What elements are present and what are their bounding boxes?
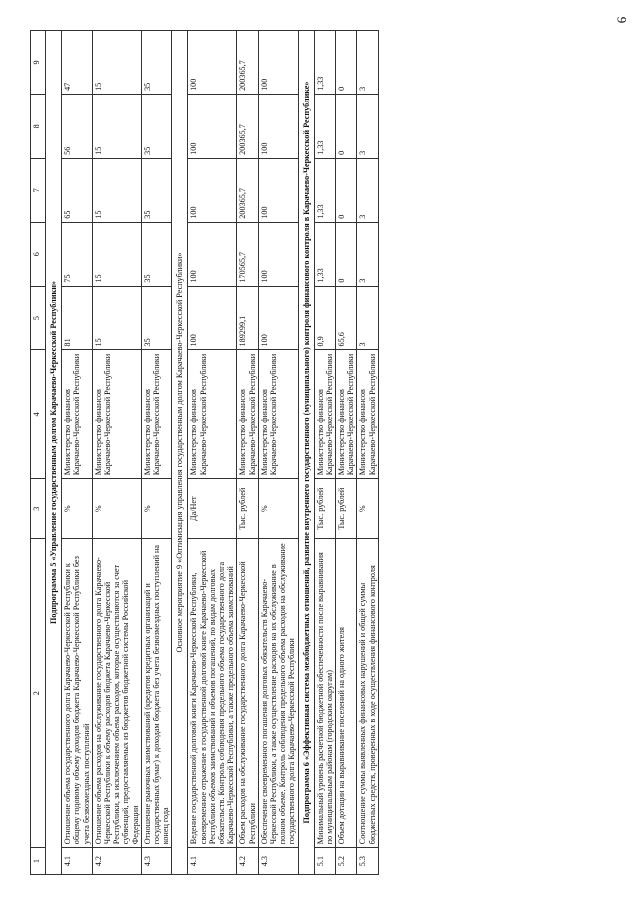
indicators-table [30,30,379,875]
table-cell: 4.1 [188,848,237,875]
table-cell: 56 [62,94,93,158]
table-row [141,31,172,875]
table-cell: 35 [141,94,172,158]
table-cell: % [258,479,298,539]
table-cell: Отношение объема расходов на обслуживание государственного долга Карачаево-Черкесской Республики к объему расходов бюджета Карачаево-Черкесской Республики, за исключением объема расходов, которые осуществляются за счет субвенций, предоставляемых из бюджетов бюджетной системы Российской Федерации [92,539,141,848]
table-body [46,31,379,875]
table-cell: Ведение государственной долговой книги Карачаево-Черкесской Республики, своевременное отражение в государственной долговой книге Карачаево-Черкесской Республики объемов заимствований и объемов погашений, по видам долговых обязательств. Контроль соблюдения предельного объема государственного долга Карачаево-Черкесской Республики, а также предельного объема заимствований [188,539,237,848]
table-cell: 4.2 [92,848,141,875]
column-header: 2 [31,539,46,848]
rotated-page [30,30,640,875]
table-cell: Министерство финансов Карачаево-Черкесской Республики [336,350,357,479]
measure-heading-row [172,31,188,875]
table-cell: 100 [258,222,298,286]
table-cell: 100 [258,286,298,350]
table-cell: % [141,479,172,539]
column-header: 1 [31,848,46,875]
table-cell: Тыс. рублей [237,479,258,539]
table-cell: 15 [92,158,141,222]
page-number: 9 [613,16,629,24]
table-cell: Министерство финансов Карачаево-Черкесской Республики [141,350,172,479]
table-cell: 189299,1 [237,286,258,350]
table-cell: 35 [141,286,172,350]
table-cell: 35 [141,158,172,222]
table-cell: Министерство финансов Карачаево-Черкесской Республики [314,350,335,479]
table-cell: 3 [357,31,378,95]
table-cell: 35 [141,31,172,95]
table-row [336,31,357,875]
table-cell: 200365,7 [237,31,258,95]
table-row [62,31,93,875]
table-cell: Министерство финансов Карачаево-Черкесской Республики [92,350,141,479]
subprogram-heading-row [46,31,62,875]
table-cell: 1,33 [314,222,335,286]
table-cell: 4.2 [237,848,258,875]
table-cell: 3 [357,158,378,222]
table-cell: 170565,7 [237,222,258,286]
table-cell: Отношение объема государственного долга Карачаево-Черкесской Республики к общему годовому объему доходов бюджета Карачаево-Черкесской Республики без учета безвозмездных поступлений [62,539,93,848]
column-header: 3 [31,479,46,539]
table-cell: 15 [92,94,141,158]
table-row [237,31,258,875]
table-cell: 0,9 [314,286,335,350]
column-header: 5 [31,286,46,350]
table-cell: Минимальный уровень расчетной бюджетной обеспеченности после выравнивания по муниципальным районам (городским округам) [314,539,335,848]
subprogram-heading: Подпрограмма 5 «Управление государственным долгом Карачаево-Черкесской Республики» [46,31,62,875]
table-cell: 1,33 [314,31,335,95]
table-cell: 4.3 [258,848,298,875]
table-cell: 15 [92,31,141,95]
table-cell: Тыс. рублей [336,479,357,539]
table-cell: 200365,7 [237,158,258,222]
table-cell: 100 [258,94,298,158]
table-cell: Министерство финансов Карачаево-Черкесской Республики [357,350,378,479]
table-cell: Объем дотации на выравнивание поселений на одного жителя [336,539,357,848]
table-cell: 100 [188,286,237,350]
table-cell: 100 [188,94,237,158]
table-cell: 4.3 [141,848,172,875]
table-cell: 65 [62,158,93,222]
column-header: 6 [31,222,46,286]
table-row [188,31,237,875]
table-cell: 5.2 [336,848,357,875]
table-cell: 3 [357,94,378,158]
table-cell: 200365,7 [237,94,258,158]
table-cell: Обеспечение своевременного погашения долговых обязательств Карачаево-Черкесской Республики, а также осуществление расходов на их обслуживание в полном объеме. Контроль соблюдения предельного объема расходов на обслуживание государственного долга Карачаево-Черкесской Республики [258,539,298,848]
table-cell: Отношение рыночных заимствований (кредитов кредитных организаций и государственных бумаг) к доходам бюджета без учета безвозмездных поступлений на конец года [141,539,172,848]
table-cell: Да/Нет [188,479,237,539]
subprogram-heading: Подпрограмма 6 «Эффективная система межбюджетных отношений, развитие внутреннего государственного (муниципального) контроля финансового контроля в Карачаево-Черкесской Республике» [298,31,314,875]
table-cell: 0 [336,31,357,95]
table-cell: 81 [62,286,93,350]
table-cell: 5.3 [357,848,378,875]
table-cell: % [62,479,93,539]
table-cell: Объем расходов на обслуживание государственного долга Карачаево-Черкесской Республики [237,539,258,848]
table-row [92,31,141,875]
table-cell: 0 [336,158,357,222]
table-cell: 0 [336,94,357,158]
table-cell: Министерство финансов Карачаево-Черкесской Республики [258,350,298,479]
column-header: 9 [31,31,46,95]
table-cell: 75 [62,222,93,286]
table-cell: 100 [188,222,237,286]
table-cell: Тыс. рублей [314,479,335,539]
table-cell: Министерство финансов Карачаево-Черкесской Республики [237,350,258,479]
table-cell: 4.1 [62,848,93,875]
table-cell: 35 [141,222,172,286]
table-cell: 1,33 [314,94,335,158]
table-cell: 100 [258,31,298,95]
table-cell: 65,6 [336,286,357,350]
column-header: 7 [31,158,46,222]
table-cell: 3 [357,222,378,286]
table-cell: 100 [188,31,237,95]
measure-heading: Основное мероприятие 9 «Оптимизация управления государственным долгом Карачаево-Черкесской Республики» [172,31,188,875]
table-cell: Министерство финансов Карачаево-Черкесской Республики [188,350,237,479]
table-header-row [31,31,46,875]
table-cell: 100 [188,158,237,222]
table-cell: Министерство финансов Карачаево-Черкесской Республики [62,350,93,479]
table-cell: 15 [92,286,141,350]
table-row [314,31,335,875]
column-header: 4 [31,350,46,479]
table-row [357,31,378,875]
table-cell: 100 [258,158,298,222]
table-cell: 3 [357,286,378,350]
table-row [258,31,298,875]
column-header: 8 [31,94,46,158]
table-cell: Соотношение суммы выявленных финансовых нарушений и общей суммы бюджетных средств, проверенных в ходе осуществления финансового контроля [357,539,378,848]
table-cell: 47 [62,31,93,95]
table-cell: 5.1 [314,848,335,875]
table-cell: % [357,479,378,539]
subprogram-heading-row [298,31,314,875]
table-cell: % [92,479,141,539]
table-cell: 0 [336,222,357,286]
table-cell: 1,33 [314,158,335,222]
table-cell: 15 [92,222,141,286]
